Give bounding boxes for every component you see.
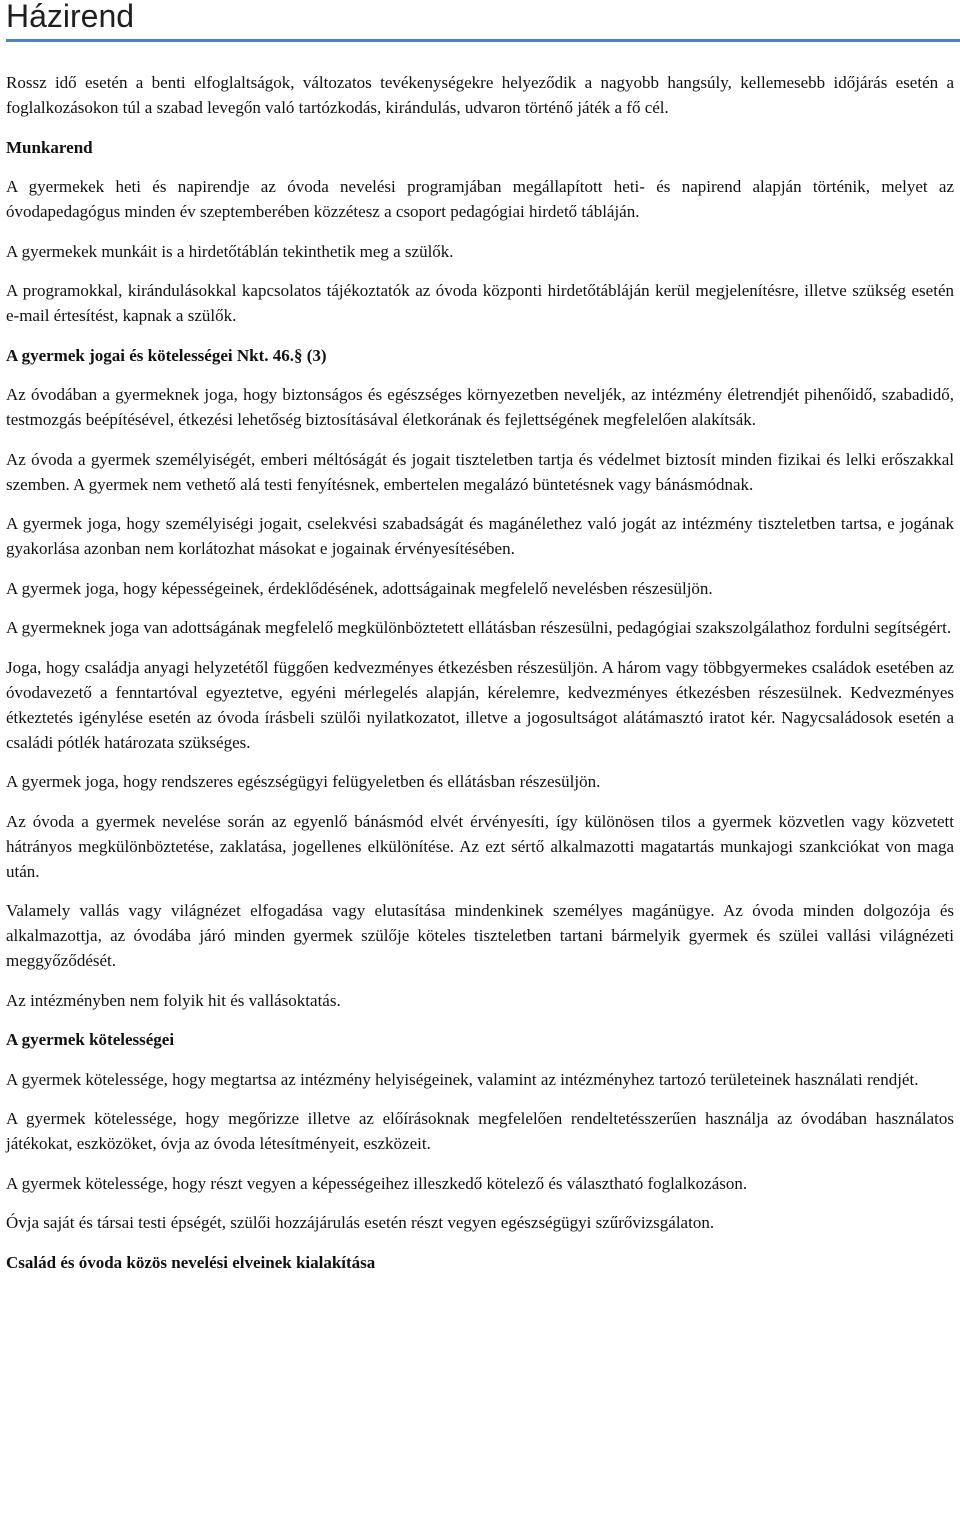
- paragraph-daily-schedule: A gyermekek heti és napirendje az óvoda nevelési programjában megállapított heti- és napirend alapján történik, melyet az óvodapedagógus minden év szeptemberében közzétesz a csoport pedagógiai hirdető tábláján.: [6, 177, 954, 221]
- heading-duties: A gyermek kötelességei: [6, 1030, 175, 1049]
- paragraph-duty-attendance: A gyermek kötelessége, hogy részt vegyen a képességeihez illeszkedő kötelező és választható foglalkozáson.: [6, 1173, 748, 1193]
- paragraph-right-dignity: Az óvoda a gyermek személyiségét, emberi méltóságát és jogait tiszteletben tartja és védelmet biztosít minden fizikai és lelki erőszakkal szemben. A gyermek nem vethető alá testi fenyítésnek, embertelen megalázó büntetésnek vagy bánásmódnak.: [6, 449, 954, 494]
- paragraph-programs-info: A programokkal, kirándulásokkal kapcsolatos tájékoztatók az óvoda központi hirdetőtábláján kerül megjelenítésre, illetve szükség esetén e-mail értesítést, kapnak a szülők.: [6, 281, 954, 325]
- paragraph-duty-safety: Óvja saját és társai testi épségét, szülői hozzájárulás esetén részt vegyen egészségügyi szűrővizsgálaton.: [6, 1213, 715, 1232]
- paragraph-equal-treatment: Az óvoda a gyermek nevelése során az egyenlő bánásmód elvét érvényesíti, így különösen tilos a gyermek közvetlen vagy közvetett hátrányos megkülönböztetése, zaklatása, jogellenes elkülönítése. Az ezt sértő alkalmazotti magatartás munkajogi szankciókat von maga után.: [6, 811, 954, 881]
- paragraph-no-religious-education: Az intézményben nem folyik hit és vallásoktatás.: [6, 990, 341, 1010]
- paragraph-right-education: A gyermek joga, hogy képességeinek, érdeklődésének, adottságainak megfelelő nevelésben részesüljön.: [6, 578, 713, 598]
- paragraph-right-safe-environment: Az óvodában a gyermeknek joga, hogy biztonságos és egészséges környezetben neveljék, az intézmény életrendjét pihenőidő, szabadidő, testmozgás beépítésével, étkezési lehetőség biztosításával életkorának és fejlettségének megfelelően alakítsák.: [6, 385, 954, 429]
- paragraph-right-health-care: A gyermek joga, hogy rendszeres egészségügyi felügyeletben és ellátásban részesüljön.: [6, 772, 601, 791]
- paragraph-right-meal-discount: Joga, hogy családja anyagi helyzetétől függően kedvezményes étkezésben részesüljön. A három vagy többgyermekes családok esetében az óvodavezető a fenntartóval egyeztetve, egyéni mérlegelés alapján, kérelemre, kedvezményes étkezésben részesülnek. Kedvezményes étkeztetés igénylése esetén az óvoda írásbeli szülői nyilatkozatot, illetve a jogosultságot alátámasztó iratot kér. Nagycsaládosok esetén a családi pótlék határozata szükséges.: [6, 657, 954, 752]
- paragraph-weather: Rossz idő esetén a benti elfoglaltságok, változatos tevékenységekre helyeződik a nagyobb hangsúly, kellemesebb időjárás esetén a foglalkozásokon túl a szabad levegőn való tartózkodás, kirándulás, udvaron történő játék a fő cél.: [6, 73, 954, 117]
- heading-rights-duties: A gyermek jogai és kötelességei Nkt. 46.§ (3): [6, 345, 327, 365]
- page-title: Házirend: [6, 0, 135, 34]
- document-body: [6, 70, 954, 1289]
- paragraph-works-board: A gyermekek munkáit is a hirdetőtáblán tekinthetik meg a szülők.: [6, 241, 454, 261]
- heading-munkarend: Munkarend: [6, 137, 93, 157]
- paragraph-right-personal-rights: A gyermek joga, hogy személyiségi jogait, cselekvési szabadságát és magánélethez való jogát az intézmény tiszteletben tartsa, e jogának gyakorlása azonban nem korlátozhat másokat e jogainak érvényesítésében.: [6, 514, 954, 558]
- title-underline: [6, 39, 960, 42]
- paragraph-duty-care-of-equipment: A gyermek kötelessége, hogy megőrizze illetve az előírásoknak megfelelően rendeltetésszerűen használja az óvodában használatos játékokat, eszközöket, óvja az óvoda létesítményeit, eszközeit.: [6, 1109, 954, 1153]
- heading-family-kindergarten: Család és óvoda közös nevelési elveinek kialakítása: [6, 1252, 376, 1272]
- paragraph-duty-house-rules: A gyermek kötelessége, hogy megtartsa az intézmény helyiségeinek, valamint az intézményhez tartozó területeinek használati rendjét.: [6, 1069, 919, 1089]
- paragraph-right-special-care: A gyermeknek joga van adottságának megfelelő megkülönböztetett ellátásban részesülni, pedagógiai szakszolgálathoz fordulni segítségért.: [6, 618, 952, 637]
- paragraph-religion: Valamely vallás vagy világnézet elfogadása vagy elutasítása mindenkinek személyes magánügye. Az óvoda minden dolgozója és alkalmazottja, az óvodába járó minden gyermek szülője köteles tiszteletben tartani bármelyik gyermek és szülei vallási világnézeti meggyőződését.: [6, 901, 954, 970]
